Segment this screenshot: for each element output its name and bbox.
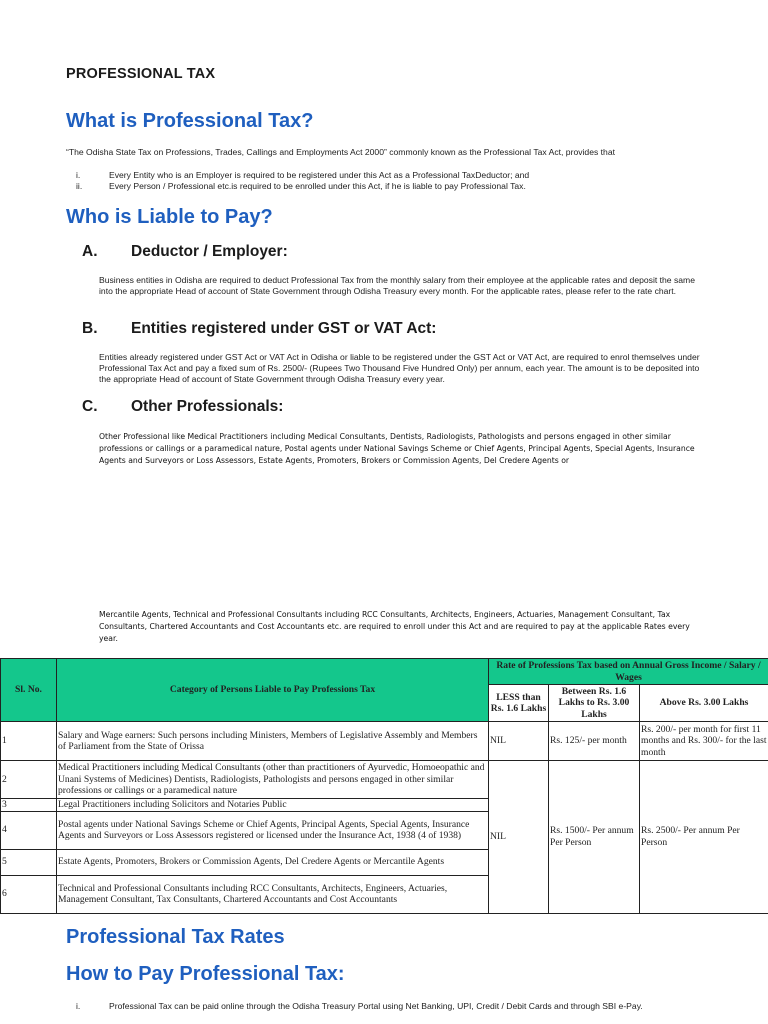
other-professionals-paragraph-continued: Mercantile Agents, Technical and Professional Consultants including RCC Consultants, Architects, Engineers, Actuaries, Management Consultant, Tax Consultants, Chartered Accountants and Cost Accountants etc. are required to enroll under this Act and are required to pay at the applicable Rates every year.: [99, 610, 690, 643]
cell-sl-no: 5: [1, 849, 57, 875]
header-less-than-1-6-lakhs: LESS than Rs. 1.6 Lakhs: [489, 685, 549, 722]
list-item-text: Every Person / Professional etc.is required to be enrolled under this Act, if he is liable to pay Professional Tax.: [109, 181, 526, 191]
list-item-number: ii.: [76, 181, 83, 191]
header-sl-no: Sl. No.: [1, 659, 57, 722]
other-professionals-paragraph: Other Professional like Medical Practitioners including Medical Consultants, Dentists, Radiologists, Pathologists and persons engaged in other similar professions or callings or a paramedical nature, Postal agents under National Savings Scheme or Chief Agents, Principal Agents, Special Agents, Insurance Agents and Surveyors or Loss Assessors, Estate Agents, Promoters, Brokers or Commission Agents, Del Credere Agents or: [99, 432, 695, 465]
cell-less-rate: NIL: [489, 761, 549, 914]
header-between-1-6-and-3-lakhs: Between Rs. 1.6 Lakhs to Rs. 3.00 Lakhs: [549, 685, 640, 722]
list-item: [76, 1001, 756, 1012]
list-item-number: i.: [76, 1001, 81, 1011]
table-row: [1, 761, 768, 799]
list-item-text: Professional Tax can be paid online through the Odisha Treasury Portal using Net Banking, UPI, Credit / Debit Cards and through SBI e-Pay.: [109, 1001, 643, 1011]
gst-vat-paragraph: Entities already registered under GST Act or VAT Act in Odisha or liable to be registered under the GST Act or VAT Act, are required to enrol themselves under Professional Tax Act and pay a fixed sum of Rs. 2500/- (Rupees Two Thousand Five Hundred Only) per annum, each year. The amount is to be deposited into the appropriate Head of account of State Government through Odisha Treasury every year.: [99, 352, 700, 384]
subheading-letter: A.: [82, 243, 98, 260]
cell-between-rate: Rs. 1500/- Per annum Per Person: [549, 761, 640, 914]
cell-category: Postal agents under National Savings Scheme or Chief Agents, Principal Agents, Special Agents, Insurance Agents and Surveyors or Loss Assessors registered or licensed under the Insurance Act, 1938 (4 of 1938): [57, 811, 489, 849]
cell-sl-no: 4: [1, 811, 57, 849]
cell-category: Legal Practitioners including Solicitors and Notaries Public: [57, 799, 489, 812]
header-above-3-lakhs: Above Rs. 3.00 Lakhs: [640, 685, 768, 722]
subheading-text: Deductor / Employer:: [131, 243, 288, 260]
cell-sl-no: 6: [1, 875, 57, 913]
cell-between-rate: Rs. 125/- per month: [549, 722, 640, 761]
header-rate-group: Rate of Professions Tax based on Annual Gross Income / Salary / Wages: [489, 659, 768, 685]
list-item-number: i.: [76, 170, 81, 180]
subheading-deductor-employer: [82, 243, 682, 263]
table-row: [1, 722, 768, 761]
cell-category: Estate Agents, Promoters, Brokers or Commission Agents, Del Credere Agents or Mercantile Agents: [57, 849, 489, 875]
cell-category: Salary and Wage earners: Such persons including Ministers, Members of Legislative Assembly and Members of Parliament from the State of Orissa: [57, 722, 489, 761]
heading-how-to-pay: How to Pay Professional Tax:: [66, 963, 345, 985]
professional-tax-rate-table: [0, 658, 768, 914]
subheading-other-professionals: [82, 398, 682, 418]
cell-sl-no: 1: [1, 722, 57, 761]
list-item: [76, 181, 756, 192]
intro-paragraph: “The Odisha State Tax on Professions, Trades, Callings and Employments Act 2000” commonly known as the Professional Tax Act, provides that: [66, 147, 616, 157]
subheading-letter: B.: [82, 320, 98, 337]
cell-category: Technical and Professional Consultants including RCC Consultants, Architects, Engineers, Actuaries, Management Consultant, Tax Consultants, Chartered Accountants and Cost Accountants: [57, 875, 489, 913]
cell-sl-no: 3: [1, 799, 57, 812]
subheading-letter: C.: [82, 398, 98, 415]
subheading-text: Other Professionals:: [131, 398, 284, 415]
deductor-employer-paragraph: Business entities in Odisha are required to deduct Professional Tax from the monthly salary from their employee at the applicable rates and deposit the same into the appropriate Head of account of State Government through Odisha Treasury every month. For the applicable rates, please refer to the rate chart.: [99, 275, 695, 296]
heading-who-is-liable: Who is Liable to Pay?: [66, 206, 273, 228]
heading-professional-tax-rates: Professional Tax Rates: [66, 926, 285, 948]
list-item: [76, 170, 756, 181]
document-title: PROFESSIONAL TAX: [66, 66, 216, 82]
header-category: Category of Persons Liable to Pay Professions Tax: [57, 659, 489, 722]
cell-above-rate: Rs. 2500/- Per annum Per Person: [640, 761, 768, 914]
subheading-text: Entities registered under GST or VAT Act:: [131, 320, 437, 337]
cell-above-rate: Rs. 200/- per month for first 11 months and Rs. 300/- for the last month: [640, 722, 768, 761]
cell-less-rate: NIL: [489, 722, 549, 761]
list-item-text: Every Entity who is an Employer is required to be registered under this Act as a Professional TaxDeductor; and: [109, 170, 530, 180]
cell-sl-no: 2: [1, 761, 57, 799]
cell-category: Medical Practitioners including Medical Consultants (other than practitioners of Ayurvedic, Homoeopathic and Unani Systems of Medicines) Dentists, Radiologists, Pathologists and persons engaged in other similar professions or callings or a paramedical nature: [57, 761, 489, 799]
subheading-gst-vat-entities: [82, 320, 682, 340]
heading-what-is-professional-tax: What is Professional Tax?: [66, 110, 314, 132]
